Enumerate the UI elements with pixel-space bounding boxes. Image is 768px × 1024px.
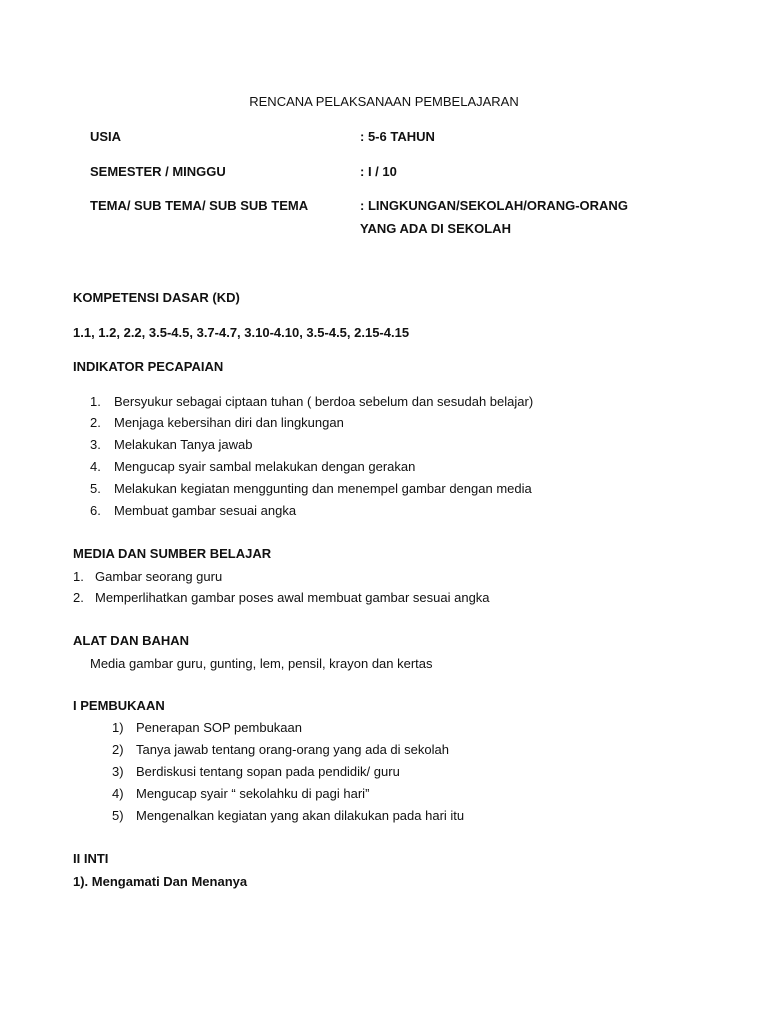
list-text: Tanya jawab tentang orang-orang yang ada di sekolah <box>136 742 449 757</box>
list-item <box>73 589 490 607</box>
list-text: Penerapan SOP pembukaan <box>136 720 302 735</box>
list-number: 1. <box>90 394 101 409</box>
kd-heading: KOMPETENSI DASAR (KD) <box>73 290 240 305</box>
list-number: 1. <box>73 569 84 584</box>
document-title: RENCANA PELAKSANAAN PEMBELAJARAN <box>249 94 519 109</box>
list-item <box>90 393 533 411</box>
list-item <box>112 719 302 737</box>
media-heading: MEDIA DAN SUMBER BELAJAR <box>73 546 272 561</box>
list-text: Bersyukur sebagai ciptaan tuhan ( berdoa sebelum dan sesudah belajar) <box>114 394 534 409</box>
list-text: Gambar seorang guru <box>95 569 223 584</box>
list-item <box>90 414 344 432</box>
inti-subheading: 1). Mengamati Dan Menanya <box>73 874 248 889</box>
list-text: Mengenalkan kegiatan yang akan dilakukan pada hari itu <box>136 808 465 823</box>
list-item <box>112 807 464 825</box>
list-item <box>90 480 532 498</box>
list-number: 2) <box>112 742 124 757</box>
list-item <box>112 763 400 781</box>
kd-codes: 1.1, 1.2, 2.2, 3.5-4.5, 3.7-4.7, 3.10-4.10, 3.5-4.5, 2.15-4.15 <box>73 325 410 340</box>
indikator-heading: INDIKATOR PECAPAIAN <box>73 359 224 374</box>
list-item <box>90 436 253 454</box>
list-number: 3. <box>90 437 101 452</box>
list-item <box>112 785 369 803</box>
list-number: 2. <box>90 415 101 430</box>
list-text: Melakukan Tanya jawab <box>114 437 253 452</box>
list-number: 5) <box>112 808 124 823</box>
list-item <box>112 741 449 759</box>
value-semester-minggu: : I / 10 <box>360 164 397 179</box>
list-text: Menjaga kebersihan diri dan lingkungan <box>114 415 344 430</box>
alat-heading: ALAT DAN BAHAN <box>73 633 190 648</box>
list-item <box>73 568 222 586</box>
list-number: 1) <box>112 720 124 735</box>
list-number: 4. <box>90 459 101 474</box>
pembukaan-heading: I PEMBUKAAN <box>73 698 165 713</box>
value-usia: : 5-6 TAHUN <box>360 129 435 144</box>
list-item <box>90 502 296 520</box>
value-tema-continued: YANG ADA DI SEKOLAH <box>360 221 511 236</box>
value-tema: : LINGKUNGAN/SEKOLAH/ORANG-ORANG <box>360 198 628 213</box>
alat-text: Media gambar guru, gunting, lem, pensil, krayon dan kertas <box>90 656 433 671</box>
list-text: Melakukan kegiatan menggunting dan menempel gambar dengan media <box>114 481 532 496</box>
list-item <box>90 458 415 476</box>
list-number: 2. <box>73 590 84 605</box>
list-number: 5. <box>90 481 101 496</box>
label-usia: USIA <box>90 129 122 144</box>
label-semester-minggu: SEMESTER / MINGGU <box>90 164 226 179</box>
list-number: 6. <box>90 503 101 518</box>
list-number: 3) <box>112 764 124 779</box>
list-text: Memperlihatkan gambar poses awal membuat gambar sesuai angka <box>95 590 490 605</box>
list-text: Mengucap syair “ sekolahku di pagi hari” <box>136 786 370 801</box>
list-text: Membuat gambar sesuai angka <box>114 503 297 518</box>
label-tema: TEMA/ SUB TEMA/ SUB SUB TEMA <box>90 198 309 213</box>
inti-heading: II INTI <box>73 851 109 866</box>
list-text: Mengucap syair sambal melakukan dengan gerakan <box>114 459 416 474</box>
list-text: Berdiskusi tentang sopan pada pendidik/ guru <box>136 764 400 779</box>
list-number: 4) <box>112 786 124 801</box>
